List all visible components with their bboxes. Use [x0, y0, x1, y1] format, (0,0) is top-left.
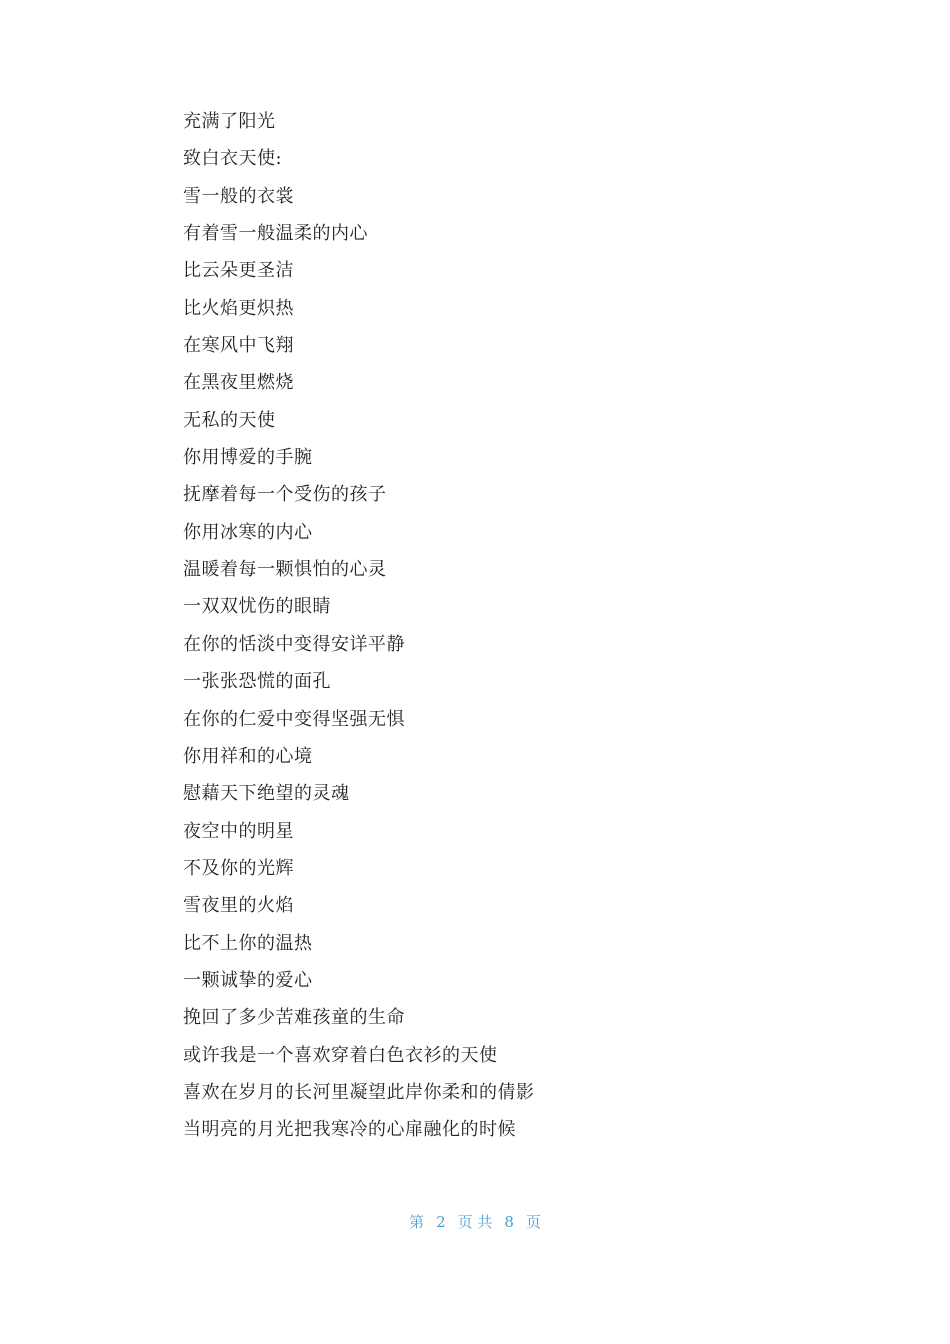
- poem-line: 雪一般的衣裳: [183, 185, 294, 207]
- poem-line: 一双双忧伤的眼睛: [183, 596, 331, 618]
- footer-suffix: 页: [525, 1213, 541, 1231]
- footer-prefix: 第: [409, 1213, 425, 1231]
- poem-line: 当明亮的月光把我寒冷的心扉融化的时候: [183, 1119, 516, 1141]
- page-footer: [0, 1211, 950, 1232]
- poem-line: 夜空中的明星: [183, 820, 294, 842]
- poem-line: 在你的仁爱中变得坚强无惧: [183, 708, 405, 730]
- poem-body: [183, 103, 535, 1149]
- poem-line: 挽回了多少苦难孩童的生命: [183, 1007, 405, 1029]
- poem-line: 或许我是一个喜欢穿着白色衣衫的天使: [183, 1044, 498, 1066]
- poem-line: 有着雪一般温柔的内心: [183, 223, 368, 245]
- poem-line: 致白衣天使:: [183, 148, 283, 170]
- poem-line: 一颗诚挚的爱心: [183, 969, 313, 991]
- poem-line: 比云朵更圣洁: [183, 260, 294, 282]
- poem-line: 充满了阳光: [183, 111, 276, 132]
- poem-line: 一张张恐慌的面孔: [183, 671, 331, 693]
- poem-line: 雪夜里的火焰: [183, 895, 294, 917]
- poem-line: 抚摩着每一个受伤的孩子: [183, 484, 387, 506]
- footer-total-pages: 8: [504, 1213, 514, 1231]
- poem-line: 在黑夜里燃烧: [183, 372, 294, 394]
- footer-current-page: 2: [436, 1213, 446, 1231]
- poem-line: 不及你的光辉: [183, 857, 294, 879]
- poem-line: 无私的天使: [183, 409, 276, 431]
- poem-line: 你用博爱的手腕: [183, 447, 313, 469]
- poem-line: 比火焰更炽热: [183, 297, 294, 319]
- poem-line: 温暖着每一颗惧怕的心灵: [183, 559, 387, 581]
- poem-line: 在你的恬淡中变得安详平静: [183, 633, 405, 655]
- poem-line: 慰藉天下绝望的灵魂: [183, 783, 350, 805]
- poem-line: 在寒风中飞翔: [183, 335, 294, 357]
- poem-line: 你用祥和的心境: [183, 745, 313, 767]
- poem-line: 喜欢在岁月的长河里凝望此岸你柔和的倩影: [183, 1081, 535, 1103]
- footer-middle: 页 共: [457, 1213, 493, 1231]
- poem-line: 你用冰寒的内心: [183, 521, 313, 543]
- poem-line: 比不上你的温热: [183, 932, 313, 954]
